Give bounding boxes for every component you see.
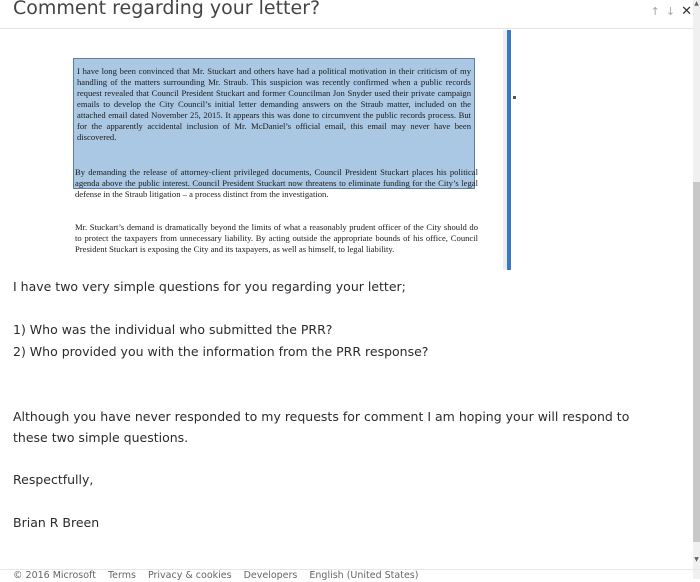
document-edge-bar [507,30,511,270]
scrollbar-thumb[interactable] [693,182,700,542]
body-intro: I have two very simple questions for you regarding your letter; [13,279,406,294]
signoff: Respectfully, [13,472,94,487]
document-marker [513,96,516,99]
close-icon[interactable]: ✕ [681,4,692,19]
down-arrow-icon[interactable]: ↓ [665,5,676,18]
message-header [0,0,700,29]
message-nav [651,4,692,19]
attached-document-image [64,30,522,270]
footer [0,569,700,582]
footer-privacy-link[interactable]: Privacy & cookies [147,570,232,581]
footer-copyright: © 2016 Microsoft [13,570,96,581]
quote-text: I have long been convinced that Mr. Stuckart and others have had a political motivation in their criticism of my handling of the matters surrounding Mr. Straub. This suspicion was recently confirmed when a public records request revealed that Council President Stuckart and former Councilman Jon Snyder used their private campaign emails to develop the City Council’s initial letter demanding answers on the Straub matter, included on the attached email dated November 25, 2015. It appears this was done to circumvent the public records process. But for the apparently accidental inclusion of Mr. McDaniel’s official email, this email may never have been discovered. [77,66,471,142]
scrollbar[interactable] [693,0,700,579]
signature: Brian R Breen [13,515,100,530]
question-1: 1) Who was the individual who submitted the PRR? [13,322,333,337]
scroll-up-icon[interactable]: ▲ [694,0,699,7]
footer-terms-link[interactable]: Terms [107,570,136,581]
footer-developers-link[interactable]: Developers [243,570,298,581]
message-subject: Comment regarding your letter? [13,0,321,19]
footer-language-link[interactable]: English (United States) [309,570,419,581]
up-arrow-icon[interactable]: ↑ [650,5,660,18]
scroll-down-icon[interactable]: ▼ [694,556,699,563]
question-2: 2) Who provided you with the information from the PRR response? [13,344,429,359]
document-paragraph: Mr. Stuckart’s demand is dramatically beyond the limits of what a reasonably prudent officer of the City should do to protect the taxpayers from unnecessary liability. By acting outside the appropriate bounds of his office, Council President Stuckart is exposing the City and its taxpayers, as well as himself, to legal liability. [75,222,478,254]
closing-paragraph: Although you have never responded to my requests for comment I am hoping your will respond to these two simple questions. [13,409,630,445]
document-paragraph: By demanding the release of attorney-client privileged documents, Council President Stuckart places his political agenda above the public interest. Council President Stuckart now threatens to eliminate funding for the City’s legal defense in the Straub litigation – a process distinct from the investigation. [75,167,478,199]
